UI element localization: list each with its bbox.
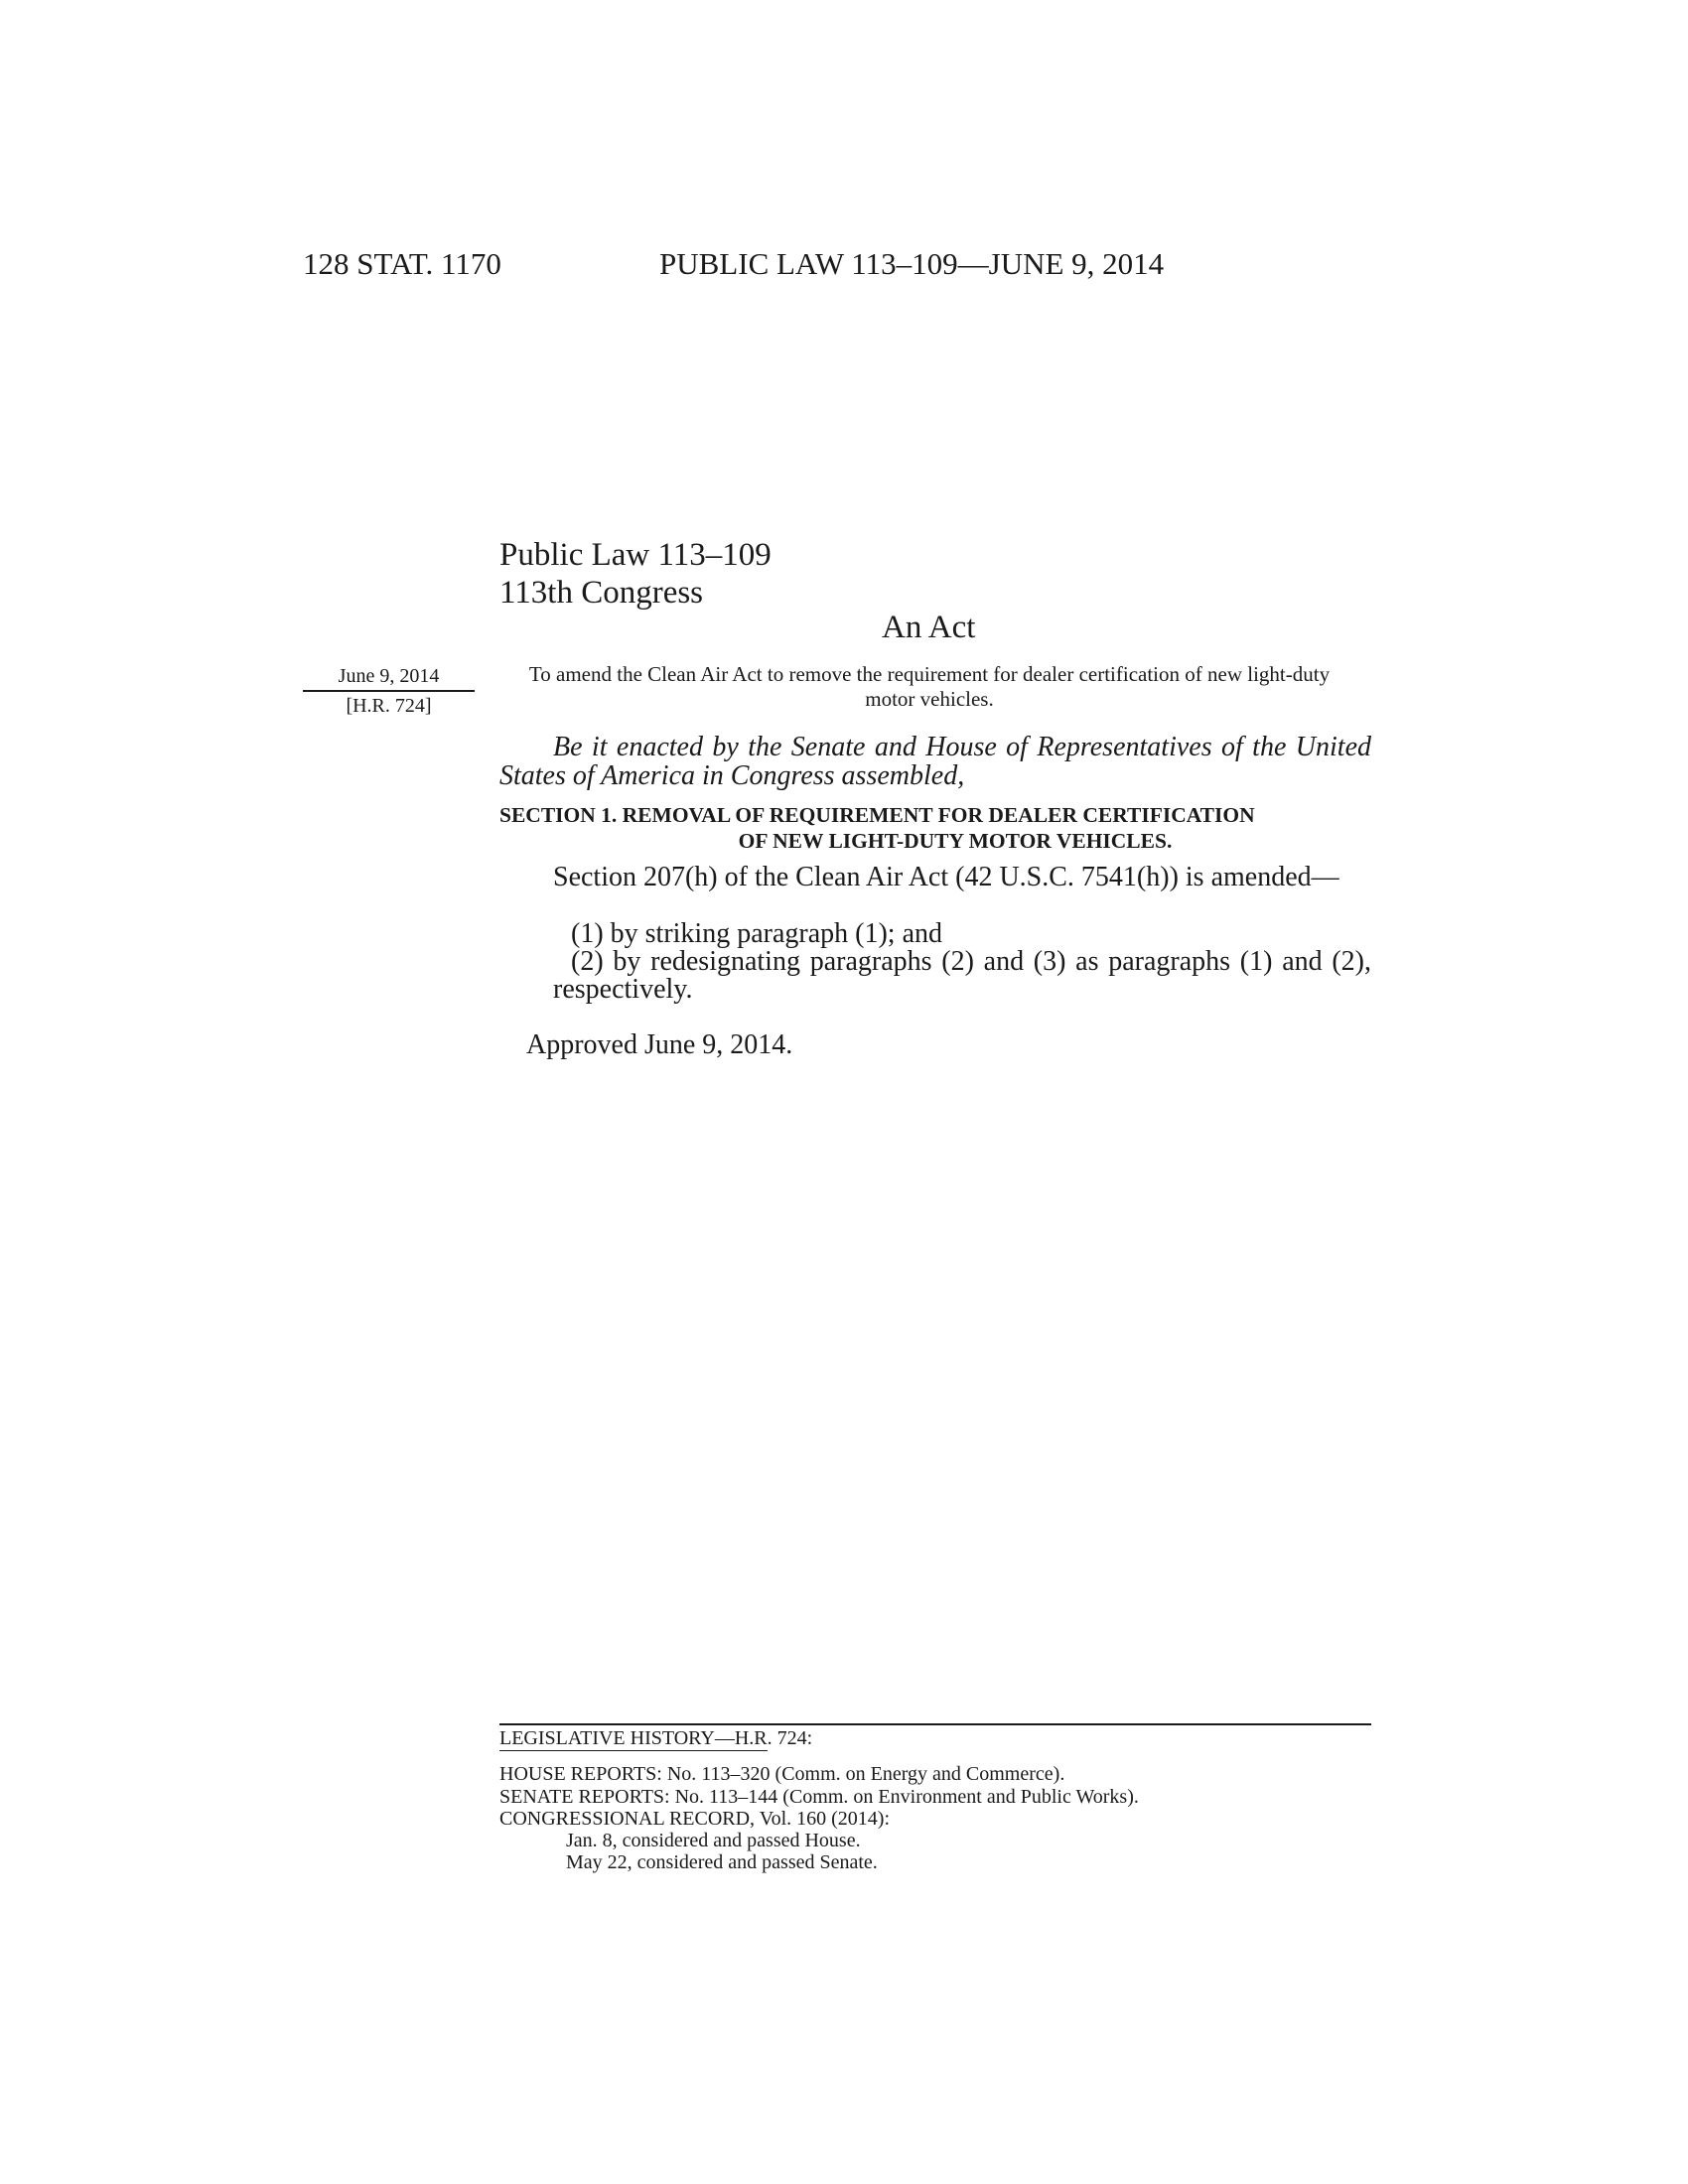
legislative-history-title: LEGISLATIVE HISTORY—H.R. 724:: [499, 1727, 813, 1749]
margin-bill-number: [H.R. 724]: [346, 695, 432, 717]
enacting-clause: [499, 733, 1371, 790]
congress-number: 113th Congress: [499, 575, 704, 611]
house-reports: HOUSE REPORTS: No. 113–320 (Comm. on Energy and Commerce).: [499, 1763, 1065, 1785]
section-text: [499, 864, 1371, 891]
footnote-divider: [499, 1723, 1371, 1725]
margin-note: [303, 663, 475, 719]
act-title: An Act: [882, 610, 976, 645]
section-heading-line1: SECTION 1. REMOVAL OF REQUIREMENT FOR DEALER CERTIFICATION: [499, 803, 1255, 827]
legislative-history-underline: [499, 1750, 768, 1751]
senate-reports: SENATE REPORTS: No. 113–144 (Comm. on Environment and Public Works).: [499, 1786, 1139, 1808]
running-title: PUBLIC LAW 113–109—JUNE 9, 2014: [659, 246, 1165, 281]
approval-date: Approved June 9, 2014.: [526, 1029, 793, 1060]
list-item: (1) by striking paragraph (1); and: [571, 918, 942, 949]
section-heading-line2: OF NEW LIGHT-DUTY MOTOR VEHICLES.: [738, 829, 1173, 853]
congressional-record: CONGRESSIONAL RECORD, Vol. 160 (2014):: [499, 1808, 890, 1830]
history-entry: May 22, considered and passed Senate.: [566, 1851, 878, 1873]
stat-page-number: 128 STAT. 1170: [303, 246, 501, 281]
margin-date: June 9, 2014: [303, 663, 475, 692]
section-text-body: Section 207(h) of the Clean Air Act (42 U.S.C. 7541(h)) is amended—: [553, 862, 1339, 892]
law-title-block: [499, 536, 772, 612]
enacting-clause-text: Be it enacted by the Senate and House of Representatives of the United States of America in Congress assembled,: [499, 732, 1371, 791]
list-item: (2) by redesignating paragraphs (2) and (3) as paragraphs (1) and (2), respectively.: [553, 946, 1371, 1005]
public-law-number: Public Law 113–109: [499, 537, 772, 573]
act-purpose: To amend the Clean Air Act to remove the requirement for dealer certification of new light-duty motor vehicles.: [528, 662, 1331, 711]
history-entry: Jan. 8, considered and passed House.: [566, 1830, 861, 1851]
section-heading: [499, 802, 1371, 854]
